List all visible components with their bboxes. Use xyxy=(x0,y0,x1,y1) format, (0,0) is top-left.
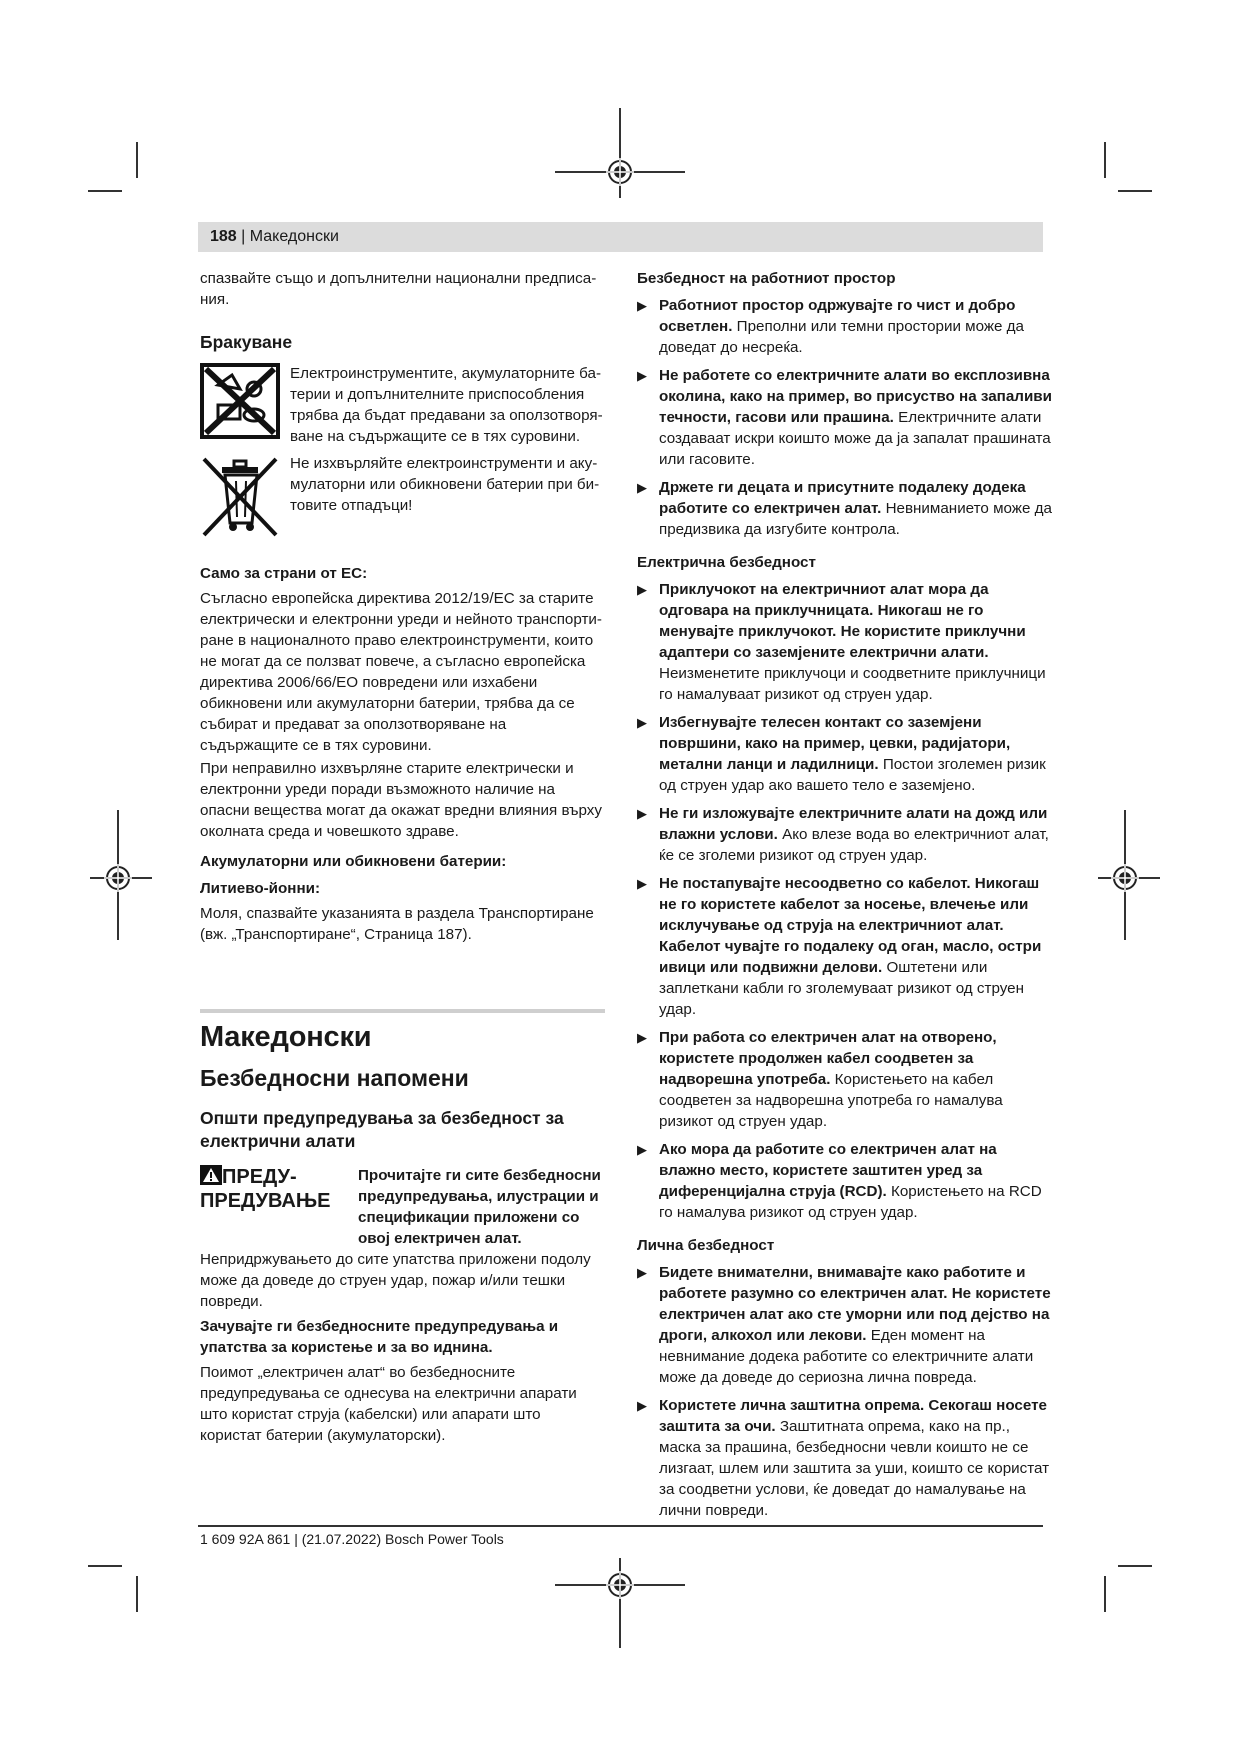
bullet-arrow-icon: ▶ xyxy=(637,1142,647,1157)
warning-bold-text: Прочитајте ги сите безбедносни предупредувања, илустрации и спецификации приложени со овој електричен алат. xyxy=(358,1167,601,1247)
list-item-text: Ако влезе вода во електричниот алат, ќе се зголеми ризикот од струен удар. xyxy=(659,826,1049,864)
bullet-arrow-icon: ▶ xyxy=(637,1265,647,1280)
lithium-text: Моля, спазвайте указанията в раздела Транспортиране (вж. „Транспортиране“, Страница 187). xyxy=(200,905,594,943)
disposal-text-2: Не изхвърляйте електроинструменти и акумулаторни или обикновени батерии при битовите отпадъци! xyxy=(290,455,600,514)
eu-title: Само за страни от ЕС: xyxy=(200,565,368,582)
footer-text: 1 609 92A 861 | (21.07.2022) Bosch Power Tools xyxy=(200,1531,504,1547)
list-item-bold: Користете лична заштитна опрема. Секогаш носете заштита за очи. xyxy=(659,1397,1048,1435)
list-item-text: Преполни или темни простории може да доведат до несреќа. xyxy=(659,318,1024,356)
list-item xyxy=(637,1395,1052,1521)
registration-mark-icon xyxy=(606,158,634,186)
term-text: Поимот „електричен алат“ во безбедносните предупредувања се однесува на електрични апарати што користат струја (кабелски) или апарати што користат батерии (акумулаторски). xyxy=(200,1364,577,1444)
warning-label-line-1: ПРЕДУ- xyxy=(222,1166,297,1188)
list-item-bold: Не ги изложувајте електричните алати на дожд или влажни услови. xyxy=(659,805,1048,843)
list-item-text: Неизменетите приклучоци и соодветните приклучници го намалуваат ризикот од струен удар. xyxy=(659,665,1046,703)
keep-instructions-title: Зачувајте ги безбедносните предупредувања и упатства за користење и за во иднина. xyxy=(200,1318,559,1356)
list-item-bold: Работниот простор одржувајте го чист и добро осветлен. xyxy=(659,297,1016,335)
list-item-bold: Избегнувајте телесен контакт со заземјени површини, како на пример, цевки, радијатори, метални ланци и ладилници. xyxy=(659,714,1011,773)
bullet-arrow-icon: ▶ xyxy=(637,806,647,821)
crossed-out-wheelie-bin-icon xyxy=(200,453,280,539)
list-item xyxy=(637,873,1052,1020)
list-item-text: Користењето на кабел соодветен за надворешна употреба го намалува ризикот од струен удар. xyxy=(659,1071,1003,1130)
electrical-title: Електрична безбедност xyxy=(637,554,816,571)
crop-mark xyxy=(1104,142,1106,178)
list-item xyxy=(637,1262,1052,1388)
crop-mark xyxy=(88,1565,122,1567)
list-item-bold: Држете ги децата и присутните подалеку додека работите со електричен алат. xyxy=(659,479,1026,517)
disposal-block xyxy=(200,363,605,447)
warning-text: Непридржувањето до сите упатства приложени подолу може да доведе до струен удар, пожар и/или тешки повреди. xyxy=(200,1251,591,1310)
bullet-arrow-icon: ▶ xyxy=(637,1030,647,1045)
warning-block xyxy=(200,1165,605,1312)
eu-text-1: Съгласно европейска директива 2012/19/ЕС за старите електрически и електронни уреди и нейното транспортиране в националното право електроинструменти, които не могат да се ползват повече, а съгласно европейска директива 2006/66/ЕО повредени или изхабени обикновени или акумулаторни батерии, трябва да се събират и предават за оползотворяване на съдържащите се в тях суровини. xyxy=(200,590,602,754)
list-item-text: Постои зголемен ризик од струен удар ако вашето тело е заземјено. xyxy=(659,756,1046,794)
general-warnings-title: Општи предупредувања за безбедност за електрични алати xyxy=(200,1108,564,1151)
bullet-arrow-icon: ▶ xyxy=(637,480,647,495)
battery-recycling-icon xyxy=(200,363,280,439)
page-header xyxy=(198,222,1043,252)
disposal-text-1: Електроинструментите, акумулаторните батерии и допълнителните приспособления трябва да бъдат предавани за оползотворяване на съдържащите се в тях суровини. xyxy=(290,365,603,445)
crop-mark xyxy=(1104,1576,1106,1612)
right-column xyxy=(637,268,1052,1529)
list-item-bold: При работа со електричен алат на отворено, користете продолжен кабел соодветен за надворешна употреба. xyxy=(659,1029,997,1088)
crop-mark xyxy=(1118,1565,1152,1567)
personal-title: Лична безбедност xyxy=(637,1237,775,1254)
list-item-text: Оштетени или заплеткани кабли го зголемуваат ризикот од струен удар. xyxy=(659,959,1024,1018)
list-item xyxy=(637,1139,1052,1223)
lithium-title: Литиево-йонни: xyxy=(200,880,321,897)
warning-label-line-2: ПРЕДУВАЊЕ xyxy=(200,1190,331,1212)
bullet-arrow-icon: ▶ xyxy=(637,715,647,730)
list-item xyxy=(637,579,1052,705)
footer-rule xyxy=(198,1525,1043,1527)
language-title: Македонски xyxy=(200,1021,372,1053)
intro-text: спазвайте също и допълнителни национални предписания. xyxy=(200,270,597,308)
crop-mark xyxy=(136,1576,138,1612)
personal-list xyxy=(637,1262,1052,1521)
electrical-list xyxy=(637,579,1052,1223)
page-number: 188 xyxy=(210,228,237,245)
disposal-title: Бракуване xyxy=(200,332,293,352)
crop-mark xyxy=(88,190,122,192)
section-divider xyxy=(200,1009,605,1013)
registration-mark-icon xyxy=(606,1571,634,1599)
list-item xyxy=(637,365,1052,470)
list-item-text: Невниманието може да предизвика да изгубите контрола. xyxy=(659,500,1052,538)
workspace-title: Безбедност на работниот простор xyxy=(637,270,896,287)
crop-mark xyxy=(1118,190,1152,192)
registration-mark-icon xyxy=(104,864,132,892)
bullet-arrow-icon: ▶ xyxy=(637,582,647,597)
list-item-bold: Приклучокот на електричниот алат мора да одговара на приклучницата. Никогаш не го менувајте приклучокот. Не користите приклучни адаптери со заземјените електрични алати. xyxy=(659,581,1026,661)
list-item xyxy=(637,1027,1052,1132)
bullet-arrow-icon: ▶ xyxy=(637,368,647,383)
list-item-bold: Не работете со електричните алати во експлозивна околина, како на пример, во присуство на запаливи течности, гасови или прашина. xyxy=(659,367,1052,426)
workspace-list xyxy=(637,295,1052,540)
safety-title: Безбедносни напомени xyxy=(200,1065,469,1091)
list-item-bold: Бидете внимателни, внимавајте како работите и работете разумно со електричен алат. Не користете електричен алат ако сте уморни или под дејство на дроги, алкохол или лекови. xyxy=(659,1264,1051,1344)
header-separator: | xyxy=(241,228,246,245)
bullet-arrow-icon: ▶ xyxy=(637,876,647,891)
left-column xyxy=(200,268,605,1446)
list-item-text: Заштитната опрема, како на пр., маска за прашина, безбедносни чевли коишто не се лизгаат, шлем или заштита за уши, коишто се користат за соодветни услови, ќе доведат до намалување на лични повреди. xyxy=(659,1418,1050,1519)
bullet-arrow-icon: ▶ xyxy=(637,298,647,313)
waste-bin-block xyxy=(200,453,605,545)
list-item-text: Еден момент на невнимание додека работите со електричните алати може да доведе до сериозна лична повреда. xyxy=(659,1327,1034,1386)
crop-mark xyxy=(136,142,138,178)
warning-label xyxy=(200,1165,358,1231)
warning-triangle-icon xyxy=(200,1165,222,1185)
registration-mark-icon xyxy=(1111,864,1139,892)
list-item xyxy=(637,712,1052,796)
list-item xyxy=(637,295,1052,358)
list-item-bold: Ако мора да работите со електричен алат на влажно место, користете заштитен уред за диференцијална струја (RCD). xyxy=(659,1141,997,1200)
list-item xyxy=(637,803,1052,866)
list-item xyxy=(637,477,1052,540)
battery-title: Акумулаторни или обикновени батерии: xyxy=(200,853,507,870)
list-item-bold: Не постапувајте несоодветно со кабелот. Никогаш не го користете кабелот за носење, влечење или исклучување од струја на електричниот алат. Кабелот чувајте го подалеку од оган, масло, остри ивици или подвижни делови. xyxy=(659,875,1042,976)
header-section: Македонски xyxy=(249,228,339,245)
list-item-text: Користењето на RCD го намалува ризикот од струен удар. xyxy=(659,1183,1042,1221)
eu-text-2: При неправилно изхвърляне старите електрически и електронни уреди поради възможното наличие на опасни вещества могат да окажат вредни влияния върху околната среда и човешкото здраве. xyxy=(200,760,602,840)
bullet-arrow-icon: ▶ xyxy=(637,1398,647,1413)
list-item-text: Електричните алати создаваат искри коишто може да ја запалат прашината или гасовите. xyxy=(659,409,1051,468)
